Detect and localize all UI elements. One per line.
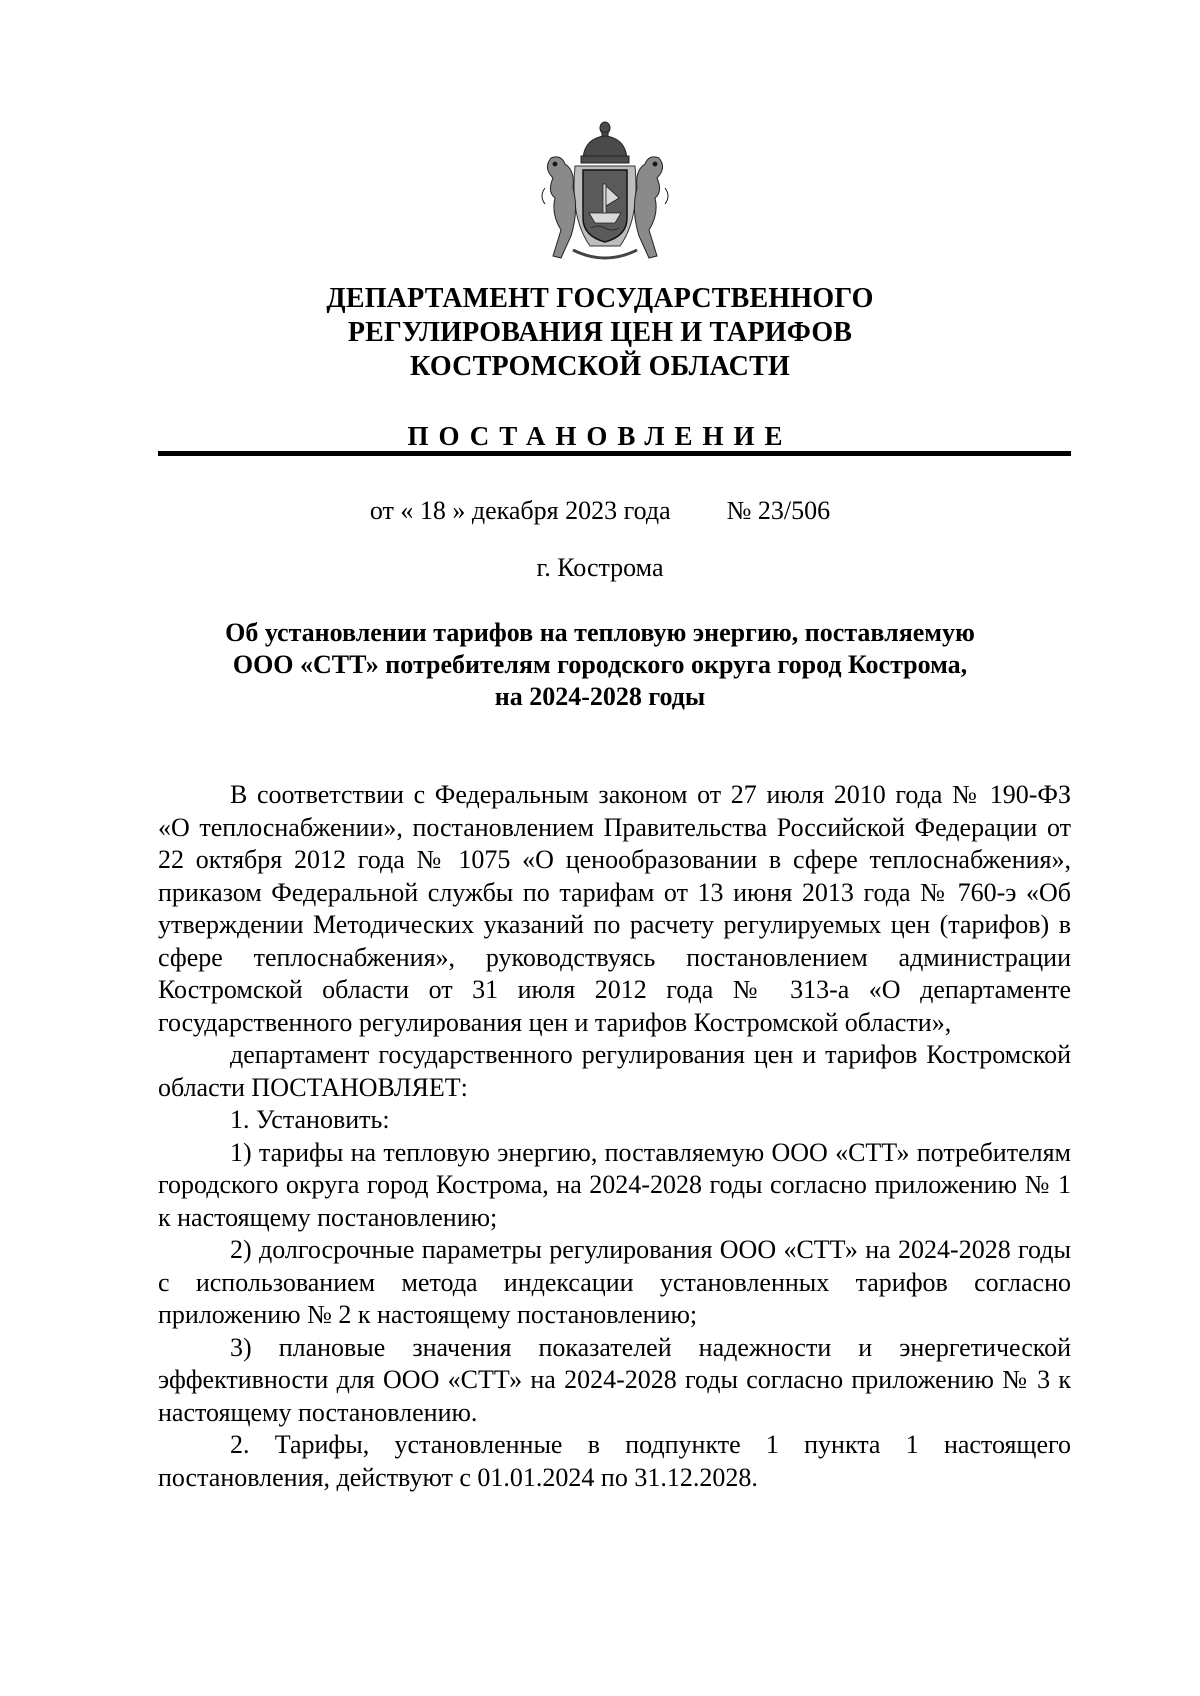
body-paragraph-item-1: 1. Установить: xyxy=(230,1105,390,1134)
department-title-line-3: КОСТРОМСКОЙ ОБЛАСТИ xyxy=(410,351,790,382)
department-title-line-1: ДЕПАРТАМЕНТ ГОСУДАРСТВЕННОГО xyxy=(326,283,874,314)
body-paragraph-item-1-2: 2) долгосрочные параметры регулирования ООО «СТТ» на 2024-2028 годы с использованием метода индексации установленных тарифов согласно приложению № 2 к настоящему постановлению; xyxy=(158,1235,1071,1329)
document-number: № 23/506 xyxy=(726,496,831,525)
document-subject xyxy=(180,617,1020,713)
document-city: г. Кострома xyxy=(536,553,664,582)
kostroma-region-coat-of-arms-icon xyxy=(535,118,675,266)
subject-line-1: Об установлении тарифов на тепловую энергию, поставляемую xyxy=(225,618,975,647)
body-paragraph-item-2: 2. Тарифы, установленные в подпункте 1 пункта 1 настоящего постановления, действуют с 01.01.2024 по 31.12.2028. xyxy=(158,1430,1071,1492)
body-paragraph-preamble: В соответствии с Федеральным законом от 27 июля 2010 года № 190-ФЗ «О теплоснабжении», постановлением Правительства Российской Федерации от 22 октября 2012 года № 1075 «О ценообразовании в сфере теплоснабжения», приказом Федеральной службы по тарифам от 13 июня 2013 года № 760-э «Об утверждении Методических указаний по расчету регулируемых цен (тарифов) в сфере теплоснабжения», руководствуясь постановлением администрации Костромской области от 31 июля 2012 года № 313-а «О департаменте государственного регулирования цен и тарифов Костромской области», xyxy=(158,780,1071,1037)
document-date: от « 18 » декабря 2023 года xyxy=(369,496,671,525)
heading-divider xyxy=(158,451,1071,456)
department-title-line-2: РЕГУЛИРОВАНИЯ ЦЕН И ТАРИФОВ xyxy=(347,317,853,348)
document-type-heading: ПОСТАНОВЛЕНИЕ xyxy=(407,421,793,451)
document-date-line xyxy=(200,495,1000,527)
body-paragraph-resolves: департамент государственного регулирования цен и тарифов Костромской области ПОСТАНОВЛЯЕТ: xyxy=(158,1040,1071,1102)
subject-line-2: ООО «СТТ» потребителям городского округа город Кострома, xyxy=(232,650,968,679)
subject-line-3: на 2024-2028 годы xyxy=(494,682,706,711)
department-title xyxy=(200,282,1000,384)
document-body xyxy=(158,779,1071,1494)
body-paragraph-item-1-3: 3) плановые значения показателей надежности и энергетической эффективности для ООО «СТТ» на 2024-2028 годы согласно приложению № 3 к настоящему постановлению. xyxy=(158,1332,1071,1427)
body-paragraph-item-1-1: 1) тарифы на тепловую энергию, поставляемую ООО «СТТ» потребителям городского округа город Кострома, на 2024-2028 годы согласно приложению № 1 к настоящему постановлению; xyxy=(158,1137,1071,1232)
